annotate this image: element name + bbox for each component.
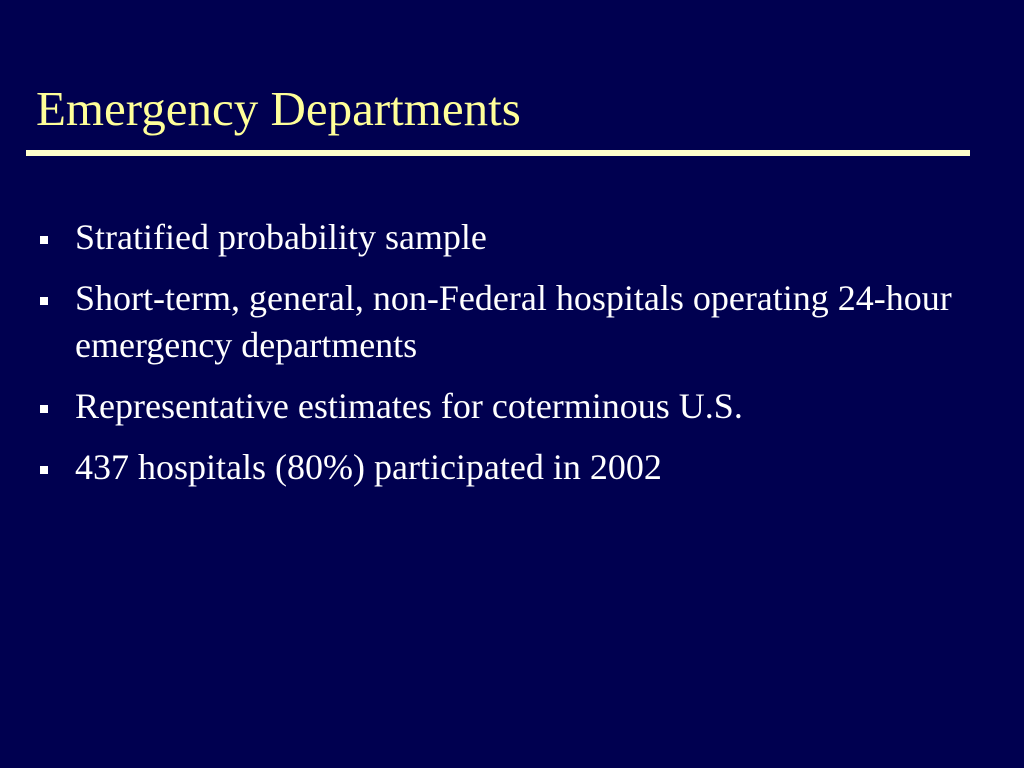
square-bullet-icon xyxy=(40,297,48,305)
square-bullet-icon xyxy=(40,405,48,413)
bullet-item xyxy=(0,444,1000,491)
slide-title: Emergency Departments xyxy=(36,81,521,136)
bullet-item xyxy=(0,383,1000,430)
bullet-list xyxy=(0,214,1000,505)
title-underline xyxy=(26,150,970,156)
bullet-text: Short-term, general, non-Federal hospitals operating 24-hour emergency departments xyxy=(75,278,952,365)
square-bullet-icon xyxy=(40,466,48,474)
bullet-text: 437 hospitals (80%) participated in 2002 xyxy=(75,447,662,487)
bullet-text: Stratified probability sample xyxy=(75,217,487,257)
square-bullet-icon xyxy=(40,236,48,244)
bullet-item xyxy=(0,214,1000,261)
bullet-item xyxy=(0,275,1000,369)
bullet-text: Representative estimates for coterminous U.S. xyxy=(75,386,743,426)
